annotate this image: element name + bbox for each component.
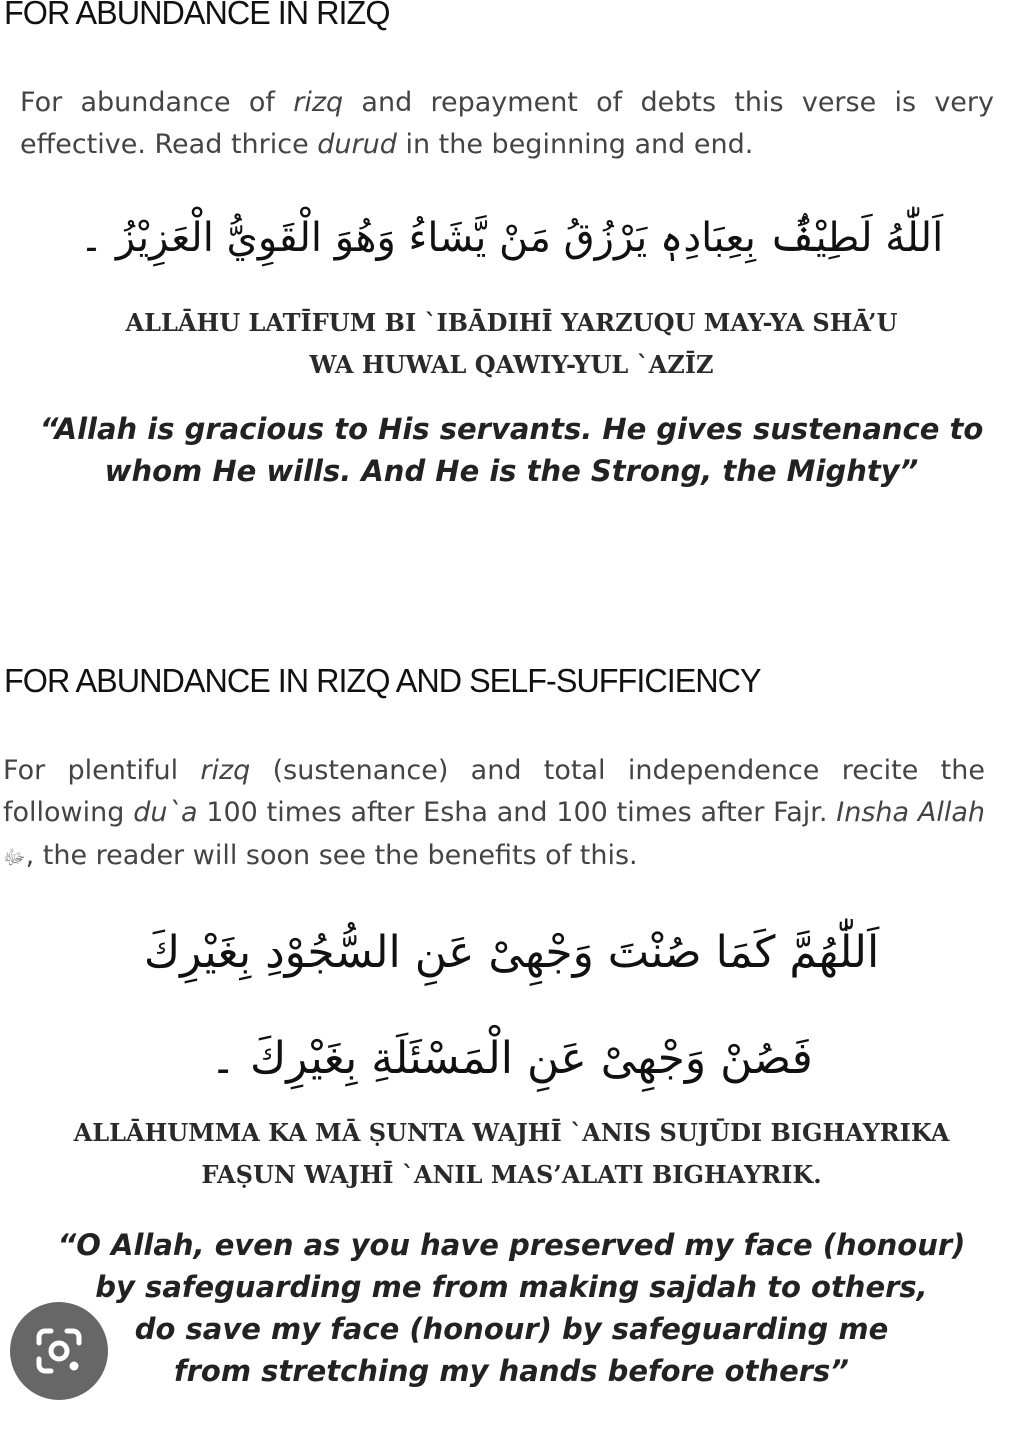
intro-italic-term: Insha Allah (836, 797, 986, 828)
translation-line: from stretching my hands before others” (174, 1354, 849, 1388)
section2-transliteration (0, 1112, 1023, 1196)
intro-text: For abundance of (20, 87, 294, 118)
transliteration-line: ALLĀHUMMA KA MĀ ṢUNTA WAJHĪ `ANIS SUJŪDI BIGHAYRIKA (73, 1118, 950, 1147)
section2-heading: FOR ABUNDANCE IN RIZQ AND SELF-SUFFICIENCY (4, 662, 761, 699)
intro-italic-term: durud (317, 129, 397, 160)
section2-arabic-dua (0, 900, 1023, 1112)
arabic-line: اَللّٰهُمَّ كَمَا صُنْتَ وَجْهِىْ عَنِ السُّجُوْدِ بِغَيْرِكَ (143, 927, 880, 978)
intro-text: , the reader will soon see the benefits of this. (25, 840, 638, 871)
intro-italic-term: rizq (293, 87, 344, 118)
translation-line: by safeguarding me from making sajdah to others, (95, 1270, 928, 1304)
section2-translation (0, 1224, 1023, 1392)
translation-line: whom He wills. And He is the Strong, the Mighty” (104, 454, 919, 488)
translation-line: do save my face (honour) by safeguarding me (134, 1312, 889, 1346)
intro-text: (sustenance) and total independence recite the following (3, 755, 985, 828)
translation-line: “Allah is gracious to His servants. He gives sustenance to (39, 412, 984, 446)
section1-arabic-verse: اَللّٰهُ لَطِيْفٌۢ بِعِبَادِهٖ يَرْزُقُ مَنْ يَّشَاءُ وَهُوَ الْقَوِيُّ الْعَزِيْزُ ۔ (79, 215, 944, 261)
section1-translation (0, 408, 1023, 492)
intro-italic-term: du`a (133, 797, 198, 828)
intro-text: 100 times after Esha and 100 times after Fajr. (197, 797, 837, 828)
google-lens-icon (31, 1323, 87, 1379)
section2-intro (3, 750, 985, 878)
section1-intro (20, 82, 994, 166)
section1-transliteration (0, 302, 1023, 386)
google-lens-button[interactable] (10, 1302, 108, 1400)
honorific-symbol: ﷻ (3, 845, 26, 869)
intro-text: For plentiful (3, 755, 201, 786)
translation-line: “O Allah, even as you have preserved my face (honour) (57, 1228, 966, 1262)
transliteration-line: FAṢUN WAJHĪ `ANIL MAS’ALATI BIGHAYRIK. (201, 1160, 822, 1189)
transliteration-line: WA HUWAL QAWIY-YUL `AZĪZ (309, 350, 714, 379)
intro-italic-term: rizq (200, 755, 251, 786)
intro-text: and repayment of debts this verse is very effective. Read thrice (20, 87, 994, 160)
transliteration-line: ALLĀHU LATĪFUM BI `IBĀDIHĪ YARZUQU MAY-YA SHĀ’U (125, 308, 898, 337)
intro-text: in the beginning and end. (396, 129, 754, 160)
section1-heading: FOR ABUNDANCE IN RIZQ (4, 0, 390, 31)
arabic-line: فَصُنْ وَجْهِىْ عَنِ الْمَسْئَلَةِ بِغَيْرِكَ ۔ (210, 1033, 813, 1084)
